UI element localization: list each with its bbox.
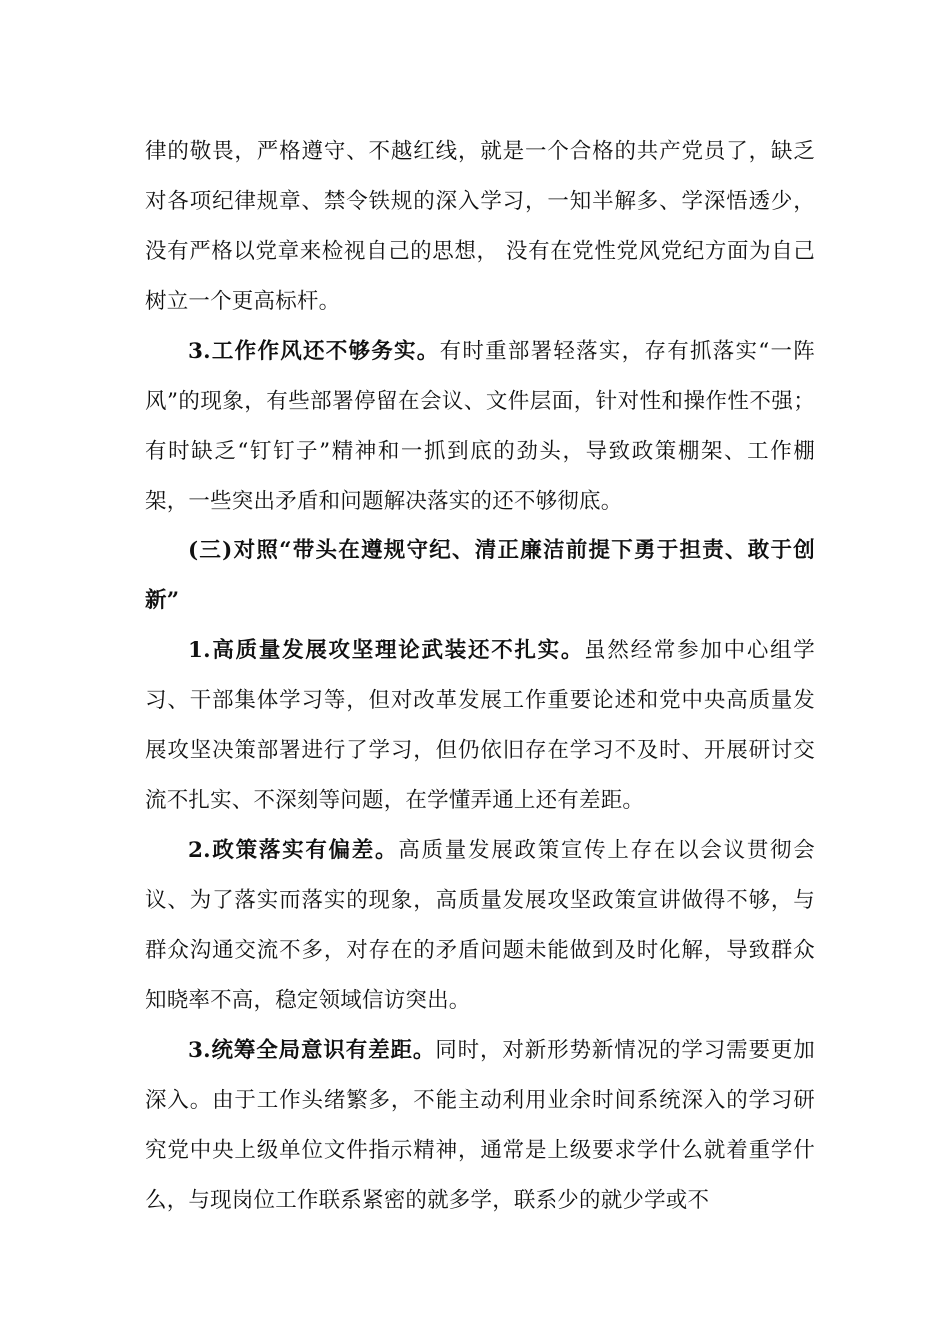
paragraph-text: 高质量发展政策宣传上存在以会议贯彻会议、为了落实而落实的现象，高质量发展攻坚政策宣讲做得不够，与群众沟通交流不多，对存在的矛盾问题未能做到及时化解，导致群众知晓率不高，稳定领域信访突出。 — [145, 838, 815, 1013]
paragraph-lead: 2.政策落实有偏差。 — [188, 838, 399, 863]
paragraph-policy — [145, 826, 815, 1026]
section-heading — [145, 526, 815, 626]
paragraph-lead: 3.统筹全局意识有差距。 — [188, 1038, 436, 1063]
paragraph-theory — [145, 626, 815, 826]
paragraph-lead: 3.工作作风还不够务实。 — [188, 339, 440, 364]
paragraph-lead: 1.高质量发展攻坚理论武装还不扎实。 — [188, 638, 585, 663]
paragraph-overall — [145, 1026, 815, 1226]
paragraph-text: 同时，对新形势新情况的学习需要更加深入。由于工作头绪繁多，不能主动利用业余时间系统深入的学习研究党中央上级单位文件指示精神，通常是上级要求学什么就着重学什么，与现岗位工作联系紧密的就多学，联系少的就少学或不 — [145, 1038, 815, 1213]
section-heading-text: (三)对照“带头在遵规守纪、清正廉洁前提下勇于担责、敢于创新” — [145, 538, 815, 613]
paragraph-text: 律的敬畏，严格遵守、不越红线，就是一个合格的共产党员了，缺乏对各项纪律规章、禁令铁规的深入学习，一知半解多、学深悟透少，没有严格以党章来检视自己的思想， 没有在党性党风党纪方面为自己树立一个更高标杆。 — [145, 139, 815, 314]
paragraph-work-style — [145, 327, 815, 527]
paragraph-text: 虽然经常参加中心组学习、干部集体学习等，但对改革发展工作重要论述和党中央高质量发展攻坚决策部署进行了学习，但仍依旧存在学习不及时、开展研讨交流不扎实、不深刻等问题，在学懂弄通上还有差距。 — [145, 638, 815, 813]
paragraph-continued — [145, 127, 815, 327]
paragraph-text: 有时重部署轻落实，存有抓落实“一阵风”的现象，有些部署停留在会议、文件层面，针对性和操作性不强；有时缺乏“钉钉子”精神和一抓到底的劲头，导致政策棚架、工作棚架，一些突出矛盾和问题解决落实的还不够彻底。 — [145, 339, 815, 514]
